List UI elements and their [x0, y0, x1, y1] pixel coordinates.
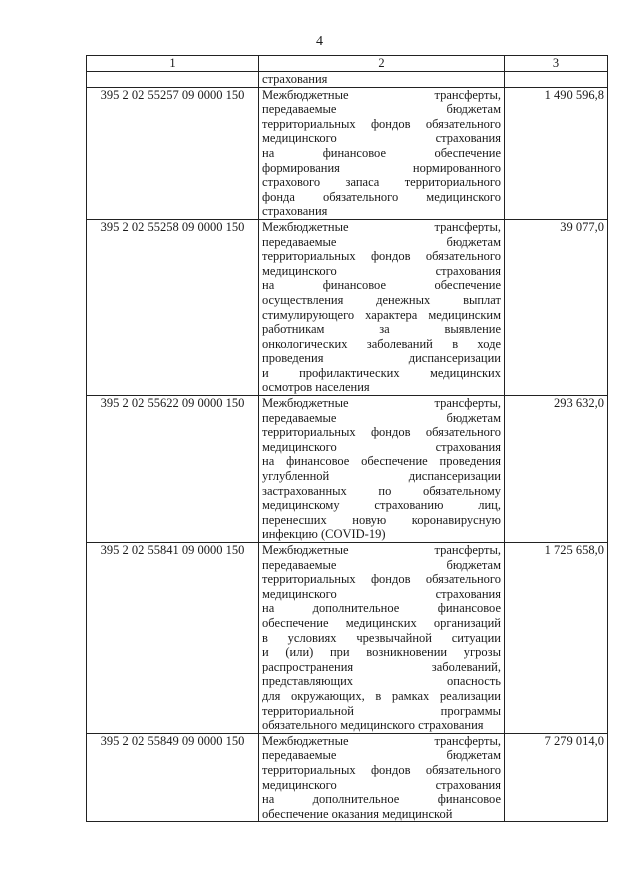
table-row — [87, 396, 608, 543]
description-line: для окружающих, в рамках реализации — [262, 688, 501, 703]
description-line: территориальных фондов обязательного — [262, 249, 501, 264]
description-line: медицинского страхования — [262, 131, 501, 146]
description-line: медицинскому страхованию лиц, — [262, 498, 501, 513]
description-cell — [259, 733, 505, 822]
amount-cell: 39 077,0 — [505, 219, 608, 395]
description-line: территориальных фондов обязательного — [262, 425, 501, 440]
amount-cell — [505, 72, 608, 88]
description-line: территориальных фондов обязательного — [262, 572, 501, 587]
table-header-row — [87, 56, 608, 72]
description-line: представляющих опасность — [262, 674, 501, 689]
table-body — [87, 72, 608, 822]
amount-cell: 7 279 014,0 — [505, 733, 608, 822]
budget-table — [86, 55, 608, 822]
description-line: территориальных фондов обязательного — [262, 762, 501, 777]
description-line: на финансовое обеспечение — [262, 145, 501, 160]
description-line: Межбюджетные трансферты, — [262, 543, 501, 557]
budget-code-cell: 395 2 02 55257 09 0000 150 — [87, 87, 259, 219]
table-row — [87, 87, 608, 219]
description-line: обязательного медицинского страхования — [262, 718, 484, 733]
description-line: онкологических заболеваний в ходе — [262, 336, 501, 351]
description-cell — [259, 543, 505, 734]
description-line: на дополнительное финансовое — [262, 601, 501, 616]
description-line: передаваемые бюджетам — [262, 410, 501, 425]
budget-code-cell — [87, 72, 259, 88]
description-line: передаваемые бюджетам — [262, 748, 501, 763]
description-line: углубленной диспансеризации — [262, 469, 501, 484]
description-line: передаваемые бюджетам — [262, 102, 501, 117]
amount-cell: 293 632,0 — [505, 396, 608, 543]
description-line: страхования — [262, 204, 328, 219]
description-line: стимулирующего характера медицинским — [262, 307, 501, 322]
description-line: медицинского страхования — [262, 586, 501, 601]
description-line: на дополнительное финансовое — [262, 792, 501, 807]
column-header-3: 3 — [505, 56, 608, 72]
description-line: медицинского страхования — [262, 777, 501, 792]
description-line: страхования — [262, 72, 328, 86]
description-cell — [259, 396, 505, 543]
description-line: формирования нормированного — [262, 160, 501, 175]
description-line: перенесших новую коронавирусную — [262, 512, 501, 527]
column-header-2: 2 — [259, 56, 505, 72]
description-line: территориальных фондов обязательного — [262, 116, 501, 131]
description-line: передаваемые бюджетам — [262, 234, 501, 249]
amount-cell: 1 725 658,0 — [505, 543, 608, 734]
description-line: на финансовое обеспечение проведения — [262, 454, 501, 469]
description-line: обеспечение медицинских организаций — [262, 615, 501, 630]
table-row — [87, 733, 608, 822]
description-line: Межбюджетные трансферты, — [262, 219, 501, 234]
amount-cell: 1 490 596,8 — [505, 87, 608, 219]
description-line: медицинского страхования — [262, 439, 501, 454]
description-line: обеспечение оказания медицинской — [262, 806, 453, 821]
description-line: Межбюджетные трансферты, — [262, 733, 501, 748]
description-line: на финансовое обеспечение — [262, 278, 501, 293]
description-cell — [259, 219, 505, 395]
description-line: застрахованных по обязательному — [262, 483, 501, 498]
description-line: работникам за выявление — [262, 322, 501, 337]
table-row — [87, 72, 608, 88]
column-header-1: 1 — [87, 56, 259, 72]
description-line: страхового запаса территориального — [262, 175, 501, 190]
table-row — [87, 543, 608, 734]
budget-code-cell: 395 2 02 55849 09 0000 150 — [87, 733, 259, 822]
description-cell — [259, 87, 505, 219]
description-line: передаваемые бюджетам — [262, 557, 501, 572]
description-line: медицинского страхования — [262, 263, 501, 278]
description-line: территориальной программы — [262, 703, 501, 718]
table-row — [87, 219, 608, 395]
description-line: осуществления денежных выплат — [262, 292, 501, 307]
budget-code-cell: 395 2 02 55841 09 0000 150 — [87, 543, 259, 734]
description-line: и профилактических медицинских — [262, 365, 501, 380]
budget-code-cell: 395 2 02 55258 09 0000 150 — [87, 219, 259, 395]
page-number: 4 — [316, 34, 323, 49]
description-line: Межбюджетные трансферты, — [262, 87, 501, 102]
description-line: в условиях чрезвычайной ситуации — [262, 630, 501, 645]
description-line: инфекцию (COVID-19) — [262, 527, 386, 542]
description-line: проведения диспансеризации — [262, 351, 501, 366]
description-line: Межбюджетные трансферты, — [262, 396, 501, 411]
description-line: осмотров населения — [262, 380, 370, 395]
description-cell — [259, 72, 505, 88]
budget-code-cell: 395 2 02 55622 09 0000 150 — [87, 396, 259, 543]
description-line: распространения заболеваний, — [262, 659, 501, 674]
description-line: и (или) при возникновении угрозы — [262, 645, 501, 660]
description-line: фонда обязательного медицинского — [262, 189, 501, 204]
